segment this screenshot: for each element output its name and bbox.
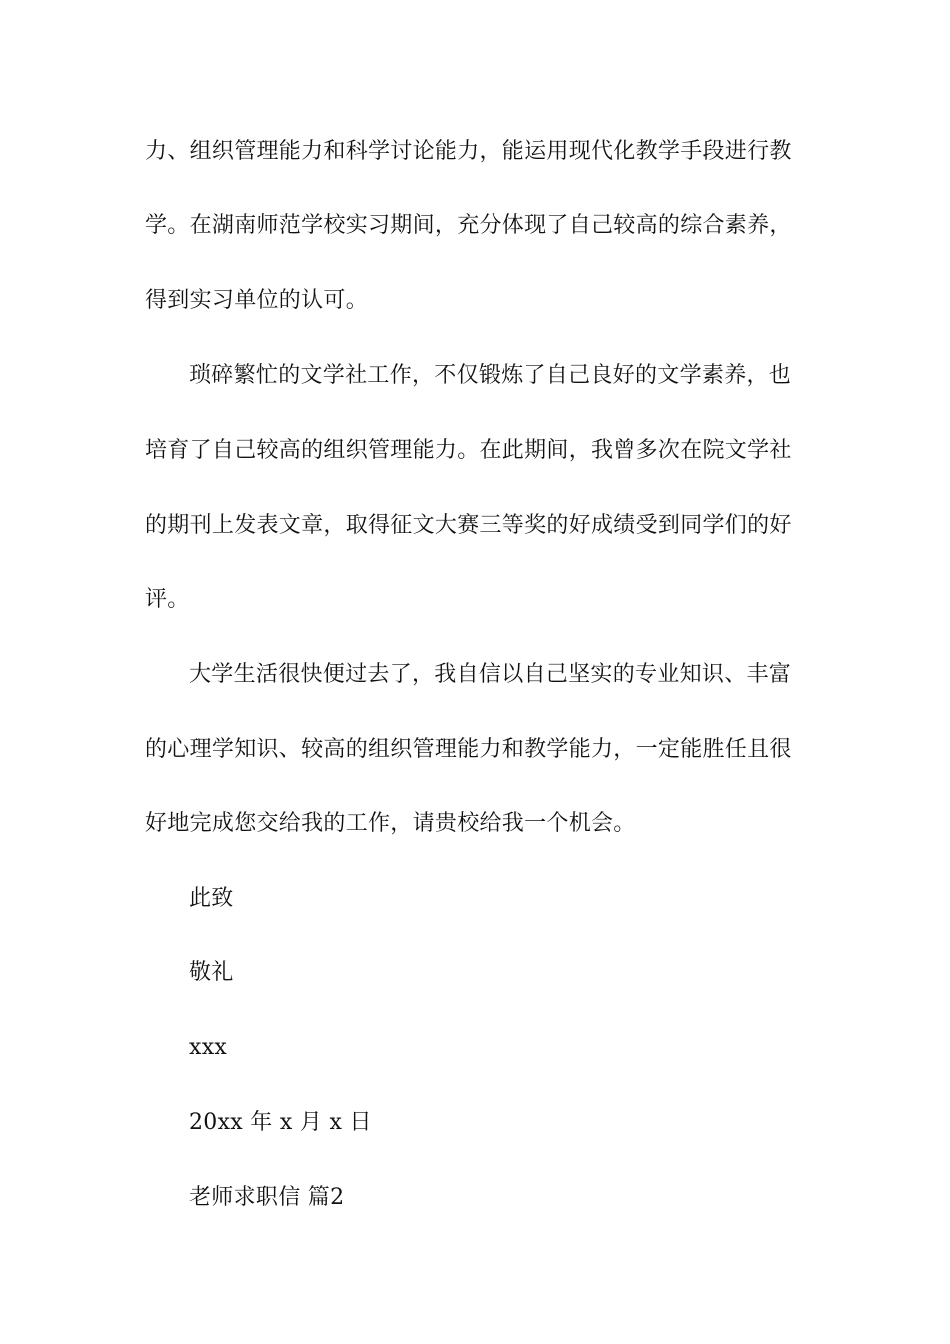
paragraph-3-line-3: 好地完成您交给我的工作，请贵校给我一个机会。 (145, 811, 636, 836)
paragraph-1-line-2: 学。在湖南师范学校实习期间，充分体现了自己较高的综合素养， (145, 213, 792, 238)
paragraph-2-line-2: 培育了自己较高的组织管理能力。在此期间，我曾多次在院文学社 (145, 438, 792, 463)
signature: xxx (189, 1035, 228, 1060)
paragraph-3-line-2: 的心理学知识、较高的组织管理能力和教学能力，一定能胜任且很 (145, 737, 792, 762)
section-heading: 老师求职信 篇2 (189, 1185, 345, 1210)
date: 20xx 年 x 月 x 日 (189, 1110, 372, 1135)
paragraph-1-line-1: 力、组织管理能力和科学讨论能力，能运用现代化教学手段进行教 (145, 139, 792, 164)
paragraph-2-line-4: 评。 (145, 587, 190, 612)
salutation: 敬礼 (189, 960, 234, 985)
paragraph-2-line-1: 琐碎繁忙的文学社工作，不仅锻炼了自己良好的文学素养，也 (189, 363, 792, 388)
paragraph-3-line-1: 大学生活很快便过去了，我自信以自己坚实的专业知识、丰富 (189, 662, 792, 687)
paragraph-2-line-3: 的期刊上发表文章，取得征文大赛三等奖的好成绩受到同学们的好 (145, 513, 792, 538)
closing: 此致 (189, 886, 234, 911)
paragraph-1-line-3: 得到实习单位的认可。 (145, 288, 369, 313)
